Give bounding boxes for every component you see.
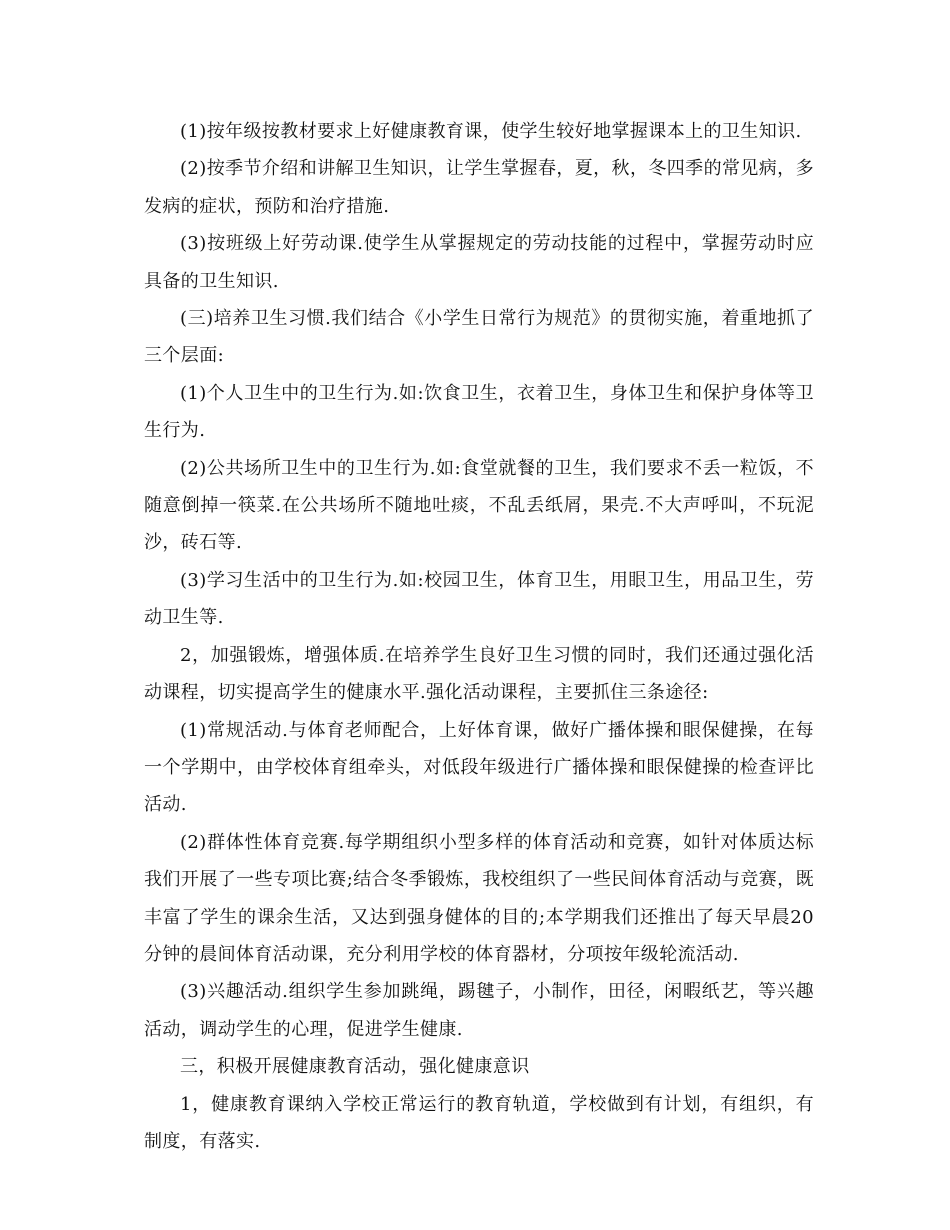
paragraph-1: (1)按年级按教材要求上好健康教育课，使学生较好地掌握课本上的卫生知识. (180, 121, 802, 142)
paragraph-3: (3)按班级上好劳动课.使学生从掌握规定的劳动技能的过程中，掌握劳动时应具备的卫生知识. (144, 233, 814, 292)
document-body (144, 113, 814, 1160)
paragraph-2: (2)按季节介绍和讲解卫生知识，让学生掌握春，夏，秋，冬四季的常见病，多发病的症状，预防和治疗措施. (144, 158, 814, 217)
paragraph-11: (3)兴趣活动.组织学生参加跳绳，踢毽子，小制作，田径，闲暇纸艺，等兴趣活动，调动学生的心理，促进学生健康. (144, 981, 814, 1040)
paragraph-9: (1)常规活动.与体育老师配合，上好体育课，做好广播体操和眼保健操，在每一个学期中，由学校体育组牵头，对低段年级进行广播体操和眼保健操的检查评比活动. (144, 719, 814, 816)
paragraph-8: 2，加强锻炼，增强体质.在培养学生良好卫生习惯的同时，我们还通过强化活动课程，切实提高学生的健康水平.强化活动课程，主要抓住三条途径: (144, 644, 814, 704)
section-heading: 三，积极开展健康教育活动，强化健康意识 (180, 1056, 530, 1078)
paragraph-4: (三)培养卫生习惯.我们结合《小学生日常行为规范》的贯彻实施，着重地抓了三个层面: (144, 308, 814, 367)
paragraph-5: (1)个人卫生中的卫生行为.如:饮食卫生，衣着卫生，身体卫生和保护身体等卫生行为. (144, 382, 814, 442)
paragraph-10: (2)群体性体育竞赛.每学期组织小型多样的体育活动和竞赛，如针对体质达标我们开展了一些专项比赛;结合冬季锻炼，我校组织了一些民间体育活动与竞赛，既丰富了学生的课余生活，又达到强身健体的目的;本学期我们还推出了每天早晨20分钟的晨间体育活动课，充分利用学校的体育器材，分项按年级轮流活动. (144, 831, 814, 965)
paragraph-13: 1，健康教育课纳入学校正常运行的教育轨道，学校做到有计划，有组织，有制度，有落实. (144, 1093, 814, 1152)
paragraph-7: (3)学习生活中的卫生行为.如:校园卫生，体育卫生，用眼卫生，用品卫生，劳动卫生等. (144, 569, 814, 629)
paragraph-6: (2)公共场所卫生中的卫生行为.如:食堂就餐的卫生，我们要求不丢一粒饭，不随意倒掉一筷菜.在公共场所不随地吐痰，不乱丢纸屑，果壳.不大声呼叫，不玩泥沙，砖石等. (144, 457, 814, 554)
